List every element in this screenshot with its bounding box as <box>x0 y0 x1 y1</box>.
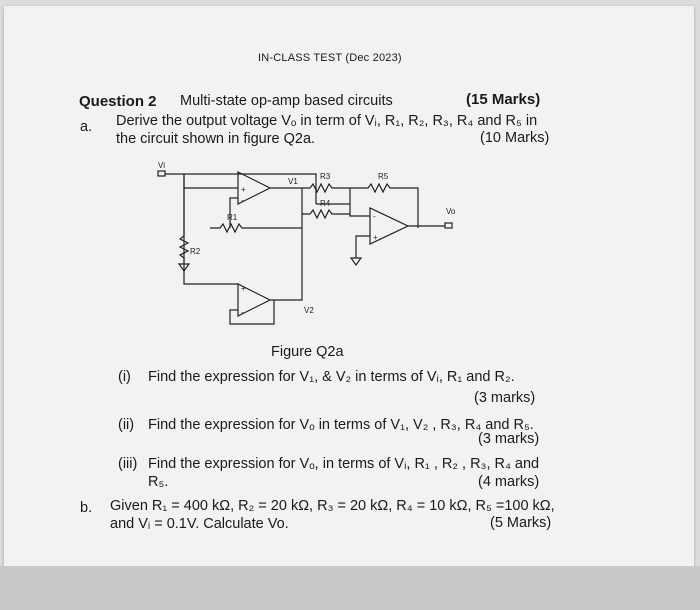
part-b-line2: and Vᵢ = 0.1V. Calculate Vo. <box>110 516 289 532</box>
r1-resistor <box>210 224 302 232</box>
sub-item-1-num: (i) <box>118 369 131 385</box>
label-r4: R4 <box>320 199 331 208</box>
opamp2-plus: + <box>241 284 246 293</box>
label-vi: Vi <box>158 161 165 170</box>
sub-item-1-text: Find the expression for V₁, & V₂ in terms of Vᵢ, R₁ and R₂. <box>148 369 515 385</box>
circuit-diagram <box>150 160 470 335</box>
question-label: Question 2 <box>79 93 157 110</box>
opamp2-minus: - <box>241 308 244 317</box>
part-a-letter: a. <box>80 119 93 135</box>
ground-symbol-2 <box>351 258 361 265</box>
opamp3-plus: + <box>373 233 378 242</box>
sub-item-3-num: (iii) <box>118 456 138 472</box>
sub-item-3-marks: (4 marks) <box>478 474 540 490</box>
question-title: Multi-state op-amp based circuits <box>180 93 393 109</box>
sub-item-2-marks: (3 marks) <box>478 431 540 447</box>
vo-terminal <box>445 223 452 228</box>
label-vo: Vo <box>446 207 456 216</box>
sub-item-2-num: (ii) <box>118 417 135 433</box>
question-marks: (15 Marks) <box>466 91 541 108</box>
test-header: IN-CLASS TEST (Dec 2023) <box>258 52 402 64</box>
label-v2: V2 <box>304 306 314 315</box>
sub-item-3-text2: R₅. <box>148 474 169 490</box>
opamp1-plus: + <box>241 185 246 194</box>
part-b-line1: Given R₁ = 400 kΩ, R₂ = 20 kΩ, R₃ = 20 kΩ, R₄ = 10 kΩ, R₅ =100 kΩ, <box>110 498 555 514</box>
part-a-marks: (10 Marks) <box>480 130 550 146</box>
sub-item-3-text: Find the expression for Vₒ, in terms of Vᵢ, R₁ , R₂ , R₃, R₄ and <box>148 456 540 472</box>
figure-caption: Figure Q2a <box>271 344 344 360</box>
label-r5: R5 <box>378 172 389 181</box>
sub-item-2-text: Find the expression for Vₒ in terms of V₁, V₂ , R₃, R₄ and R₅. <box>148 417 534 433</box>
part-a-line2: the circuit shown in figure Q2a. <box>116 131 316 147</box>
label-v1: V1 <box>288 177 298 186</box>
r4-resistor <box>302 210 350 218</box>
part-a-line1: Derive the output voltage Vₒ in term of Vᵢ, R₁, R₂, R₃, R₄ and R₅ in <box>116 113 538 129</box>
r3-resistor <box>302 184 350 192</box>
sub-item-1-marks: (3 marks) <box>474 390 536 406</box>
label-r1: R1 <box>227 213 238 222</box>
vi-terminal <box>158 171 165 176</box>
opamp1-minus: - <box>241 196 244 205</box>
opamp3-minus: - <box>373 212 376 221</box>
r5-resistor <box>350 184 418 228</box>
desk-background <box>0 566 700 610</box>
part-b-letter: b. <box>80 500 93 516</box>
label-r3: R3 <box>320 172 331 181</box>
label-r2: R2 <box>190 247 201 256</box>
part-b-marks: (5 Marks) <box>490 515 552 531</box>
